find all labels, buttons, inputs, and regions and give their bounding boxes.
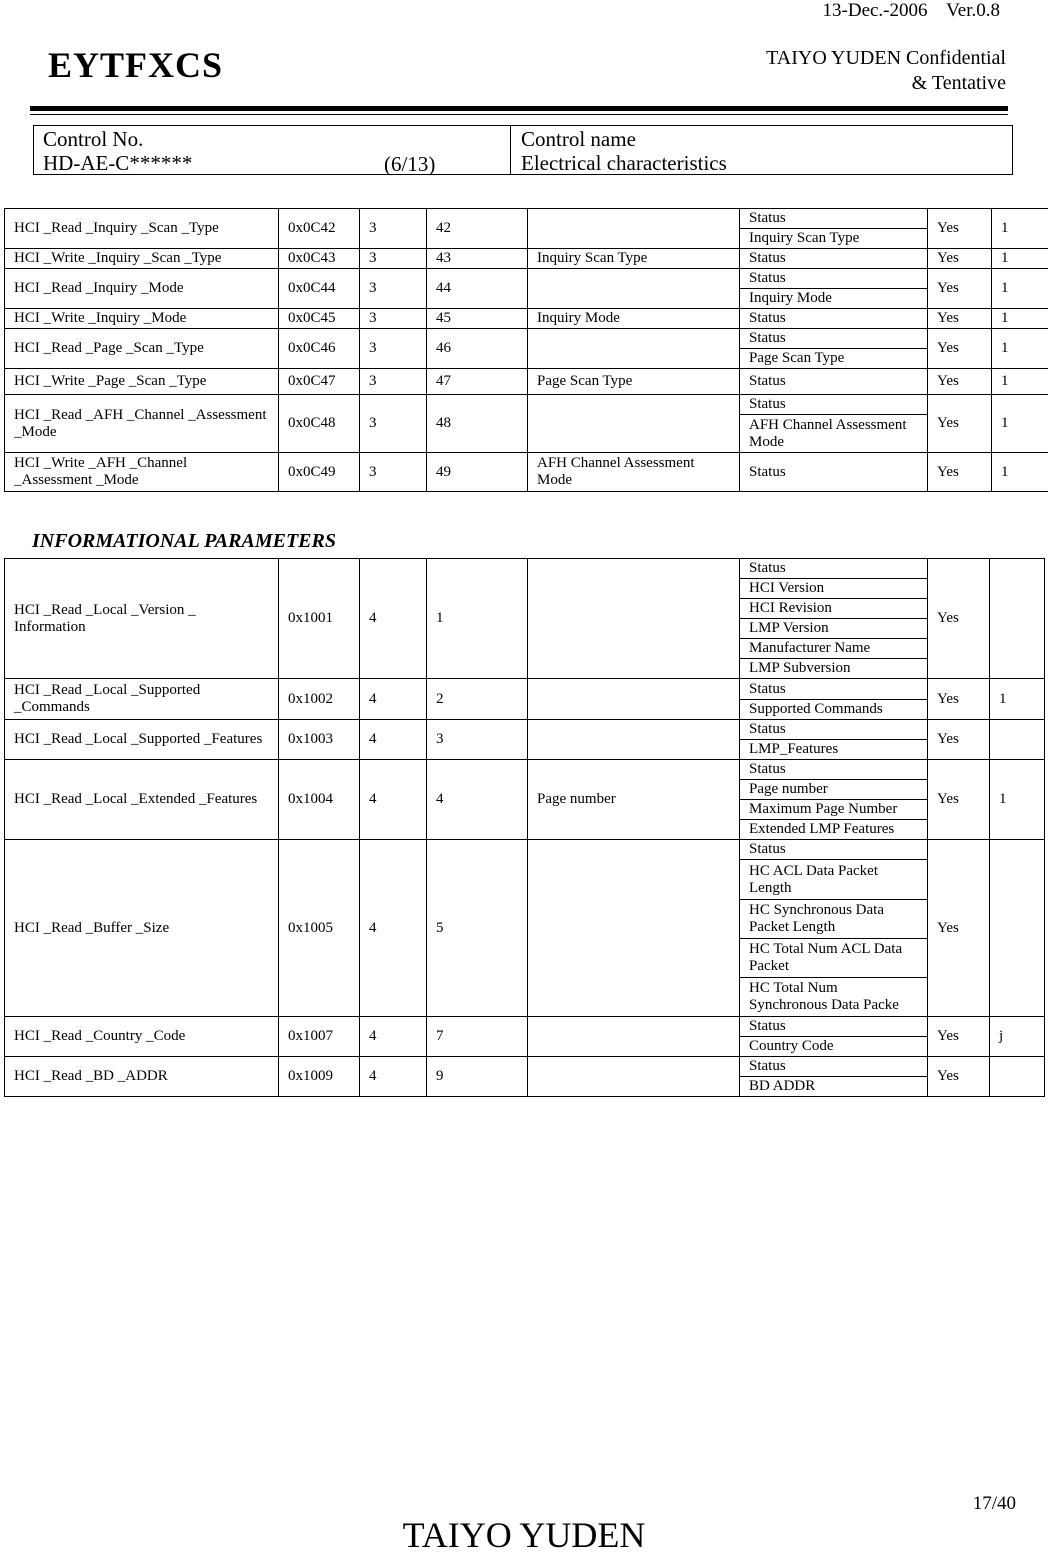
supported: Yes (928, 760, 990, 840)
table-row (5, 249, 1048, 269)
table-row (5, 209, 1048, 229)
return-parameter: LMP Version (740, 619, 928, 639)
supported: Yes (928, 269, 992, 309)
return-parameter: Status (740, 559, 928, 579)
parameters (528, 269, 740, 309)
note: 1 (992, 309, 1048, 329)
informational-parameters-table (4, 558, 1045, 1097)
ogf: 3 (360, 329, 427, 369)
ocf: 5 (427, 840, 528, 1017)
return-parameter: HC ACL Data Packet Length (740, 860, 928, 900)
parameters (528, 209, 740, 249)
table-row (5, 840, 1045, 860)
control-name-cell (511, 126, 1012, 174)
table-row (5, 1057, 1045, 1077)
return-parameter: Supported Commands (740, 700, 928, 720)
return-parameter: Page number (740, 780, 928, 800)
ogf: 3 (360, 209, 427, 249)
control-no-label: Control No. (43, 127, 501, 151)
opcode: 0x1007 (279, 1017, 360, 1057)
parameters: Page number (528, 760, 740, 840)
note: 1 (990, 760, 1045, 840)
return-parameter: HC Synchronous Data Packet Length (740, 900, 928, 939)
parameters: Inquiry Mode (528, 309, 740, 329)
command-name: HCI _Read _Local _Supported _Features (5, 720, 279, 760)
return-parameter: Status (740, 329, 928, 349)
supported: Yes (928, 840, 990, 1017)
date-version: 13-Dec.-2006 Ver.0.8 (823, 0, 1000, 22)
return-parameter: BD ADDR (740, 1077, 928, 1097)
opcode: 0x0C48 (279, 395, 360, 453)
control-no-value: HD-AE-C****** (43, 151, 501, 175)
ogf: 4 (360, 1057, 427, 1097)
parameters (528, 1057, 740, 1097)
return-parameter: LMP Subversion (740, 659, 928, 679)
control-page: (6/13) (384, 152, 435, 176)
command-name: HCI _Read _Local _Version _ Information (5, 559, 279, 679)
ocf: 7 (427, 1017, 528, 1057)
note (990, 840, 1045, 1017)
note: 1 (992, 249, 1048, 269)
note (990, 720, 1045, 760)
command-name: HCI _Read _AFH _Channel _Assessment _Mode (5, 395, 279, 453)
return-parameter: Status (740, 760, 928, 780)
return-parameter: Inquiry Mode (740, 289, 928, 309)
page-number: 17/40 (973, 1493, 1016, 1515)
supported: Yes (928, 720, 990, 760)
command-name: HCI _Read _BD _ADDR (5, 1057, 279, 1097)
supported: Yes (928, 679, 990, 720)
command-name: HCI _Write _Page _Scan _Type (5, 369, 279, 395)
control-name-label: Control name (521, 127, 1002, 151)
note: 1 (992, 209, 1048, 249)
command-name: HCI _Read _Buffer _Size (5, 840, 279, 1017)
confidential-notice (766, 46, 1006, 96)
table-row (5, 329, 1048, 349)
command-name: HCI _Read _Page _Scan _Type (5, 329, 279, 369)
opcode: 0x0C45 (279, 309, 360, 329)
command-name: HCI _Read _Local _Extended _Features (5, 760, 279, 840)
ogf: 4 (360, 679, 427, 720)
table-row (5, 395, 1048, 415)
ocf: 9 (427, 1057, 528, 1097)
note: 1 (990, 679, 1045, 720)
table-row (5, 369, 1048, 395)
return-parameter: HCI Revision (740, 599, 928, 619)
note: 1 (992, 395, 1048, 453)
opcode: 0x1002 (279, 679, 360, 720)
ocf: 45 (427, 309, 528, 329)
ogf: 3 (360, 269, 427, 309)
return-parameter: HC Total Num Synchronous Data Packe (740, 978, 928, 1017)
note: 1 (992, 269, 1048, 309)
return-parameter: Status (740, 369, 928, 395)
supported: Yes (928, 369, 992, 395)
return-parameter: Status (740, 720, 928, 740)
opcode: 0x0C42 (279, 209, 360, 249)
table-row (5, 309, 1048, 329)
return-parameter: Status (740, 209, 928, 229)
confidential-line1: TAIYO YUDEN Confidential (766, 46, 1006, 71)
opcode: 0x0C44 (279, 269, 360, 309)
parameters (528, 1017, 740, 1057)
hci-commands-table (4, 208, 1048, 492)
company-logo: EYTFXCS (48, 44, 223, 86)
command-name: HCI _Write _Inquiry _Mode (5, 309, 279, 329)
table-row (5, 760, 1045, 780)
return-parameter: Manufacturer Name (740, 639, 928, 659)
supported: Yes (928, 395, 992, 453)
ocf: 43 (427, 249, 528, 269)
supported: Yes (928, 1057, 990, 1097)
table-row (5, 269, 1048, 289)
table-row (5, 453, 1048, 492)
return-parameter: Inquiry Scan Type (740, 229, 928, 249)
supported: Yes (928, 453, 992, 492)
ogf: 3 (360, 309, 427, 329)
return-parameter: Status (740, 1017, 928, 1037)
parameters: AFH Channel Assessment Mode (528, 453, 740, 492)
note (990, 1057, 1045, 1097)
ocf: 4 (427, 760, 528, 840)
opcode: 0x0C46 (279, 329, 360, 369)
opcode: 0x1004 (279, 760, 360, 840)
opcode: 0x1005 (279, 840, 360, 1017)
return-parameter: Status (740, 249, 928, 269)
opcode: 0x0C49 (279, 453, 360, 492)
ocf: 46 (427, 329, 528, 369)
return-parameter: Status (740, 840, 928, 860)
supported: Yes (928, 559, 990, 679)
parameters (528, 679, 740, 720)
return-parameter: Country Code (740, 1037, 928, 1057)
header-rule-thin (30, 114, 1008, 115)
section-title: INFORMATIONAL PARAMETERS (32, 530, 336, 553)
ogf: 4 (360, 1017, 427, 1057)
return-parameter: LMP_Features (740, 740, 928, 760)
command-name: HCI _Read _Inquiry _Mode (5, 269, 279, 309)
note (990, 559, 1045, 679)
ocf: 2 (427, 679, 528, 720)
return-parameter: HC Total Num ACL Data Packet (740, 939, 928, 978)
opcode: 0x1003 (279, 720, 360, 760)
ocf: 1 (427, 559, 528, 679)
parameters (528, 559, 740, 679)
table-row (5, 559, 1045, 579)
note: j (990, 1017, 1045, 1057)
return-parameter: Status (740, 1057, 928, 1077)
ogf: 4 (360, 559, 427, 679)
control-no-cell (34, 126, 511, 174)
return-parameter: HCI Version (740, 579, 928, 599)
ocf: 44 (427, 269, 528, 309)
header-rule-thick (30, 106, 1008, 111)
parameters (528, 329, 740, 369)
table-row (5, 1017, 1045, 1037)
command-name: HCI _Write _Inquiry _Scan _Type (5, 249, 279, 269)
opcode: 0x0C43 (279, 249, 360, 269)
return-parameter: Status (740, 453, 928, 492)
parameters (528, 720, 740, 760)
supported: Yes (928, 329, 992, 369)
note: 1 (992, 453, 1048, 492)
supported: Yes (928, 1017, 990, 1057)
note: 1 (992, 369, 1048, 395)
supported: Yes (928, 249, 992, 269)
ogf: 4 (360, 840, 427, 1017)
ogf: 4 (360, 720, 427, 760)
command-name: HCI _Read _Local _Supported _Commands (5, 679, 279, 720)
ocf: 3 (427, 720, 528, 760)
return-parameter: Extended LMP Features (740, 820, 928, 840)
return-parameter: Maximum Page Number (740, 800, 928, 820)
return-parameter: Page Scan Type (740, 349, 928, 369)
ogf: 3 (360, 395, 427, 453)
ocf: 47 (427, 369, 528, 395)
parameters: Inquiry Scan Type (528, 249, 740, 269)
opcode: 0x1001 (279, 559, 360, 679)
command-name: HCI _Read _Country _Code (5, 1017, 279, 1057)
parameters (528, 395, 740, 453)
ogf: 3 (360, 369, 427, 395)
ogf: 3 (360, 249, 427, 269)
ocf: 48 (427, 395, 528, 453)
table-row (5, 720, 1045, 740)
command-name: HCI _Write _AFH _Channel _Assessment _Mode (5, 453, 279, 492)
return-parameter: Status (740, 269, 928, 289)
ocf: 49 (427, 453, 528, 492)
return-parameter: AFH Channel Assessment Mode (740, 415, 928, 453)
confidential-line2: & Tentative (766, 71, 1006, 96)
note: 1 (992, 329, 1048, 369)
opcode: 0x1009 (279, 1057, 360, 1097)
parameters (528, 840, 740, 1017)
ogf: 3 (360, 453, 427, 492)
supported: Yes (928, 209, 992, 249)
table-row (5, 679, 1045, 700)
control-name-value: Electrical characteristics (521, 151, 1002, 175)
command-name: HCI _Read _Inquiry _Scan _Type (5, 209, 279, 249)
ogf: 4 (360, 760, 427, 840)
opcode: 0x0C47 (279, 369, 360, 395)
ocf: 42 (427, 209, 528, 249)
footer-company: TAIYO YUDEN (0, 1514, 1048, 1556)
return-parameter: Status (740, 679, 928, 700)
return-parameter: Status (740, 309, 928, 329)
return-parameter: Status (740, 395, 928, 415)
control-box (33, 125, 1013, 175)
parameters: Page Scan Type (528, 369, 740, 395)
supported: Yes (928, 309, 992, 329)
